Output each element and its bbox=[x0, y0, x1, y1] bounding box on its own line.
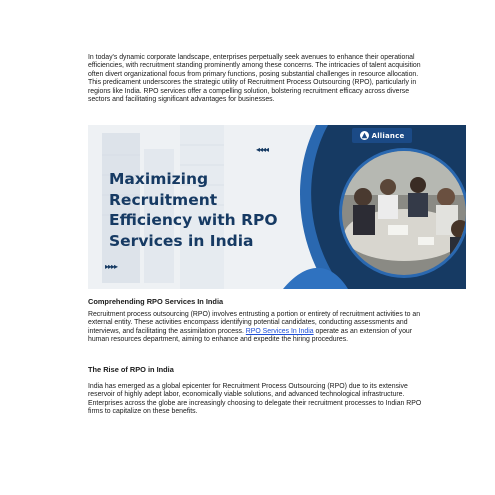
section1-text-end: operate as an extension of your human resources department, aiming to enhance and expedite the hiring procedures. bbox=[88, 327, 413, 344]
alliance-logo-icon bbox=[360, 131, 369, 140]
section1-paragraph bbox=[88, 311, 428, 345]
intro-paragraph: In today's dynamic corporate landscape, enterprises perpetually seek avenues to enhance their operational efficiencies, with recruitment standing prominently among these concerns. The intricacies of talent acquisition often divert organizational focus from primary functions, posing substantial challenges in resource allocation. This predicament underscores the strategic utility of Recruitment Process Outsourcing (RPO), particularly in regions like India. RPO services offer a compelling solution, bolstering recruitment efficacy across diverse sectors and facilitating significant advantages for businesses. bbox=[88, 54, 421, 104]
logo-text: Alliance bbox=[371, 131, 405, 140]
section2-paragraph: India has emerged as a global epicenter for Recruitment Process Outsourcing (RPO) due to its extensive reservoir of highly adept labor, economically viable solutions, and advanced technological infrastructure. Enterprises across the globe are increasingly choosing to delegate their recruitment processes to Indian RPO firms to capitalize on these benefits. bbox=[88, 383, 422, 416]
banner-title: Maximizing Recruitment Efficiency with RPO Services in India bbox=[109, 170, 278, 250]
banner-image bbox=[88, 125, 466, 289]
arrows-left-decoration: ◂◂◂◂ bbox=[256, 145, 269, 154]
arrows-right-decoration: ▸▸▸▸ bbox=[105, 262, 118, 271]
rpo-services-link[interactable]: RPO Services In India bbox=[245, 327, 314, 335]
section-heading-comprehending: Comprehending RPO Services In India bbox=[88, 297, 224, 306]
section-heading-rise: The Rise of RPO in India bbox=[88, 365, 174, 374]
alliance-logo bbox=[352, 128, 412, 143]
section1-text: Recruitment process outsourcing (RPO) involves entrusting a portion or entirety of recruitment activities to an external entity. These activities encompass identifying potential candidates, conducting assessments and interviews, and facilitating the assimilation process. bbox=[88, 311, 421, 335]
